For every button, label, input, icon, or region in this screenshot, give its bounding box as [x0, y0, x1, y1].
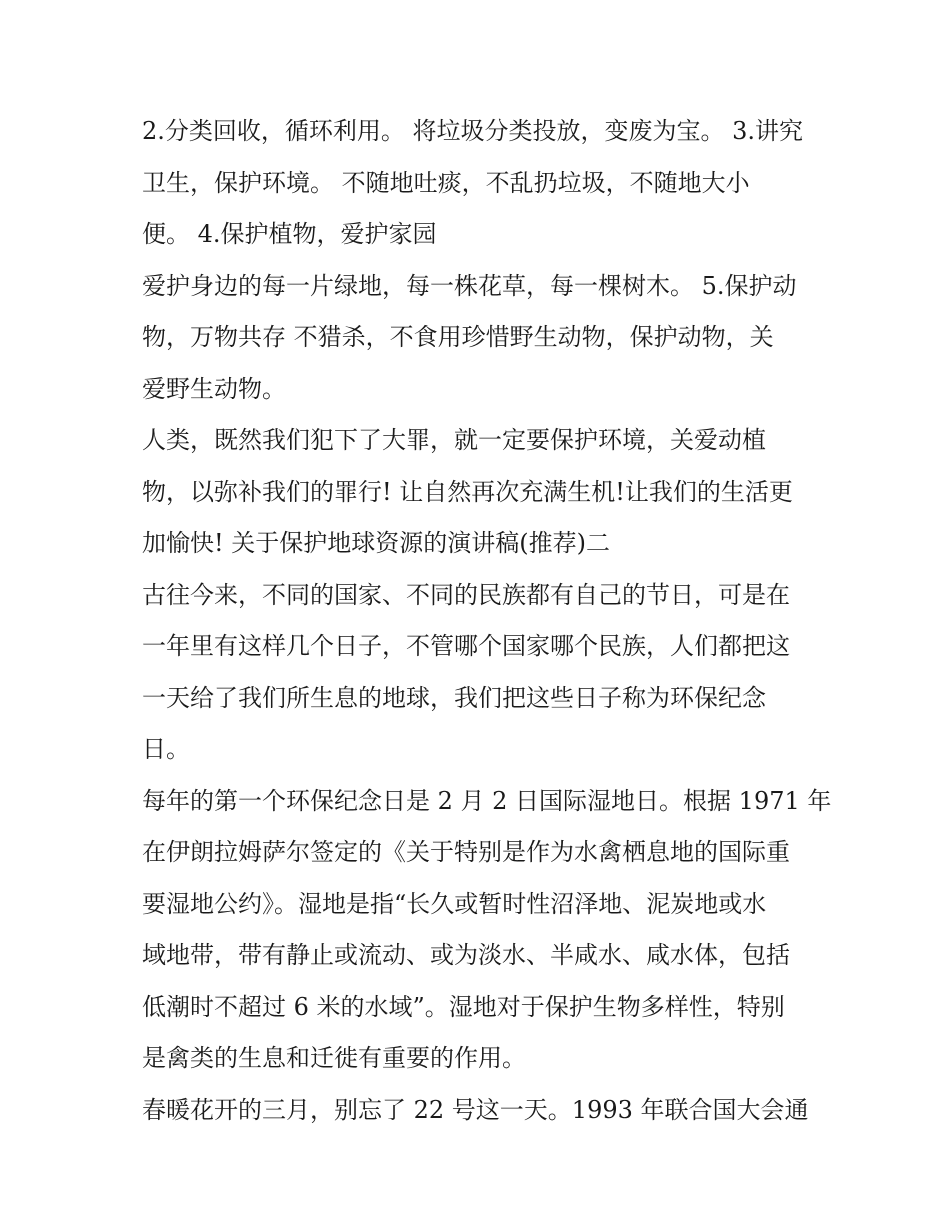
text-line-8: 物，以弥补我们的罪行! 让自然再次充满生机!让我们的生活更 — [142, 477, 793, 506]
text-line-7: 人类，既然我们犯下了大罪，就一定要保护环境，关爱动植 — [142, 426, 766, 454]
text-line-19: 是禽类的生息和迁徙有重要的作用。 — [142, 1044, 526, 1072]
text-line-11: 一年里有这样几个日子，不管哪个国家哪个民族，人们都把这 — [142, 632, 790, 660]
text-line-1: 2.分类回收，循环利用。 将垃圾分类投放，变废为宝。 3.讲究 — [142, 117, 804, 145]
text-line-5: 物，万物共存 不猎杀，不食用珍惜野生动物，保护动物，关 — [142, 323, 774, 351]
text-line-14: 每年的第一个环保纪念日是 2 月 2 日国际湿地日。根据 1971 年 — [142, 786, 832, 815]
text-line-12: 一天给了我们所生息的地球，我们把这些日子称为环保纪念 — [142, 683, 766, 712]
document-text-body — [142, 106, 832, 1136]
text-line-10: 古往今来，不同的国家、不同的民族都有自己的节日，可是在 — [142, 580, 790, 609]
text-line-6: 爱野生动物。 — [142, 374, 286, 403]
text-line-16: 要湿地公约》。湿地是指“长久或暂时性沼泽地、泥炭地或水 — [142, 889, 767, 918]
text-line-4: 爱护身边的每一片绿地，每一株花草，每一棵树木。 5.保护动 — [142, 271, 797, 300]
text-line-17: 域地带，带有静止或流动、或为淡水、半咸水、咸水体，包括 — [142, 941, 790, 969]
text-line-18: 低潮时不超过 6 米的水域”。湿地对于保护生物多样性，特别 — [142, 992, 785, 1021]
text-line-20: 春暖花开的三月，别忘了 22 号这一天。1993 年联合国大会通 — [142, 1095, 809, 1124]
text-line-13: 日。 — [142, 735, 190, 763]
text-line-9: 加愉快! 关于保护地球资源的演讲稿(推荐)二 — [142, 529, 610, 557]
text-line-2: 卫生，保护环境。 不随地吐痰，不乱扔垃圾，不随地大小 — [142, 168, 750, 197]
text-line-15: 在伊朗拉姆萨尔签定的《关于特别是作为水禽栖息地的国际重 — [142, 838, 790, 866]
text-line-3: 便。 4.保护植物，爱护家园 — [142, 220, 437, 248]
